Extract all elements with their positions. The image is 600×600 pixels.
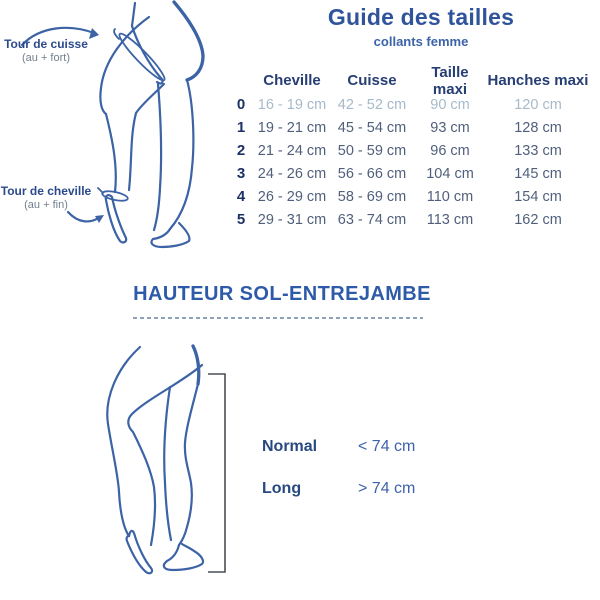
back-leg-outline <box>107 347 140 536</box>
table-row <box>228 116 594 139</box>
table-row <box>228 185 594 208</box>
waist-line <box>132 3 135 26</box>
ankle-measure-label <box>1 184 91 211</box>
hanches-cell: 154 cm <box>514 188 562 205</box>
size-cell: 0 <box>236 96 246 113</box>
size-cell: 3 <box>236 165 246 182</box>
table-row <box>228 139 594 162</box>
thigh-measure-label-text: Tour de cuisse <box>4 37 88 51</box>
cheville-cell: 29 - 31 cm <box>257 211 327 228</box>
col-header-cheville: Cheville <box>263 72 321 89</box>
option-label: Long <box>262 480 302 497</box>
back-leg-outline <box>170 80 193 229</box>
option-label: Normal <box>262 438 318 455</box>
hanches-cell: 133 cm <box>514 142 562 159</box>
taille-cell: 104 cm <box>426 165 474 182</box>
thigh-band-tip <box>114 29 119 39</box>
size-cell: 5 <box>236 211 246 228</box>
page-title: Guide des tailles <box>327 4 515 30</box>
cuisse-cell: 63 - 74 cm <box>337 211 407 228</box>
table-row <box>228 208 594 231</box>
guide-header <box>240 4 600 49</box>
thigh-measure-label-sub: (au + fort) <box>22 52 70 64</box>
ankle-measure-label-text: Tour de cheville <box>0 184 92 198</box>
ankle-band-tip <box>98 188 103 193</box>
inner-leg-line <box>164 387 171 540</box>
back-foot <box>151 223 189 247</box>
hanches-cell: 162 cm <box>514 211 562 228</box>
taille-cell: 90 cm <box>430 96 470 113</box>
cheville-cell: 19 - 21 cm <box>257 119 327 136</box>
cheville-cell: 21 - 24 cm <box>257 142 327 159</box>
table-row <box>228 93 594 116</box>
length-option-normal <box>262 438 482 456</box>
ankle-measure-label-sub: (au + fin) <box>24 199 68 211</box>
legs-diagram-bottom <box>85 335 235 580</box>
front-foot-flat <box>164 544 203 570</box>
back-leg-inner-line <box>154 84 161 230</box>
thigh-arrowhead-icon <box>89 28 99 39</box>
col-header-cuisse: Cuisse <box>347 72 397 89</box>
thigh-measure-label <box>4 37 88 64</box>
divider-dashed-line <box>133 317 423 319</box>
cheville-cell: 24 - 26 cm <box>257 165 327 182</box>
ankle-arrow-icon <box>68 212 100 221</box>
taille-cell: 113 cm <box>426 211 474 228</box>
cheville-cell: 26 - 29 cm <box>257 188 327 205</box>
hip-outline <box>193 346 199 384</box>
option-value: > 74 cm <box>358 480 416 497</box>
col-header-hanches: Hanches maxi <box>487 72 589 89</box>
size-cell: 4 <box>236 188 246 205</box>
cuisse-cell: 56 - 66 cm <box>337 165 407 182</box>
section-title: HAUTEUR SOL-ENTREJAMBE <box>133 283 431 305</box>
cheville-cell: 16 - 19 cm <box>257 96 327 113</box>
cuisse-cell: 58 - 69 cm <box>337 188 407 205</box>
size-table <box>228 63 594 231</box>
taille-cell: 96 cm <box>430 142 470 159</box>
back-foot-pointed <box>127 531 152 573</box>
table-header-row <box>228 63 594 98</box>
taille-cell: 93 cm <box>430 119 470 136</box>
hanches-cell: 145 cm <box>514 165 562 182</box>
size-cell: 2 <box>236 142 246 159</box>
front-leg-outline <box>179 384 198 545</box>
front-foot-pointed <box>106 195 126 242</box>
option-value: < 74 cm <box>358 438 416 455</box>
cuisse-cell: 42 - 52 cm <box>337 96 407 113</box>
hanches-cell: 128 cm <box>514 119 562 136</box>
taille-cell: 110 cm <box>426 188 474 205</box>
measure-bracket <box>208 374 225 572</box>
hip-outline <box>174 2 203 80</box>
cuisse-cell: 50 - 59 cm <box>337 142 407 159</box>
table-row <box>228 162 594 185</box>
page-subtitle: collants femme <box>373 34 469 49</box>
length-option-long <box>262 480 482 498</box>
cuisse-cell: 45 - 54 cm <box>337 119 407 136</box>
hanches-cell: 120 cm <box>514 96 562 113</box>
size-cell: 1 <box>236 119 246 136</box>
col-header-taille: Taille maxi <box>431 63 469 98</box>
